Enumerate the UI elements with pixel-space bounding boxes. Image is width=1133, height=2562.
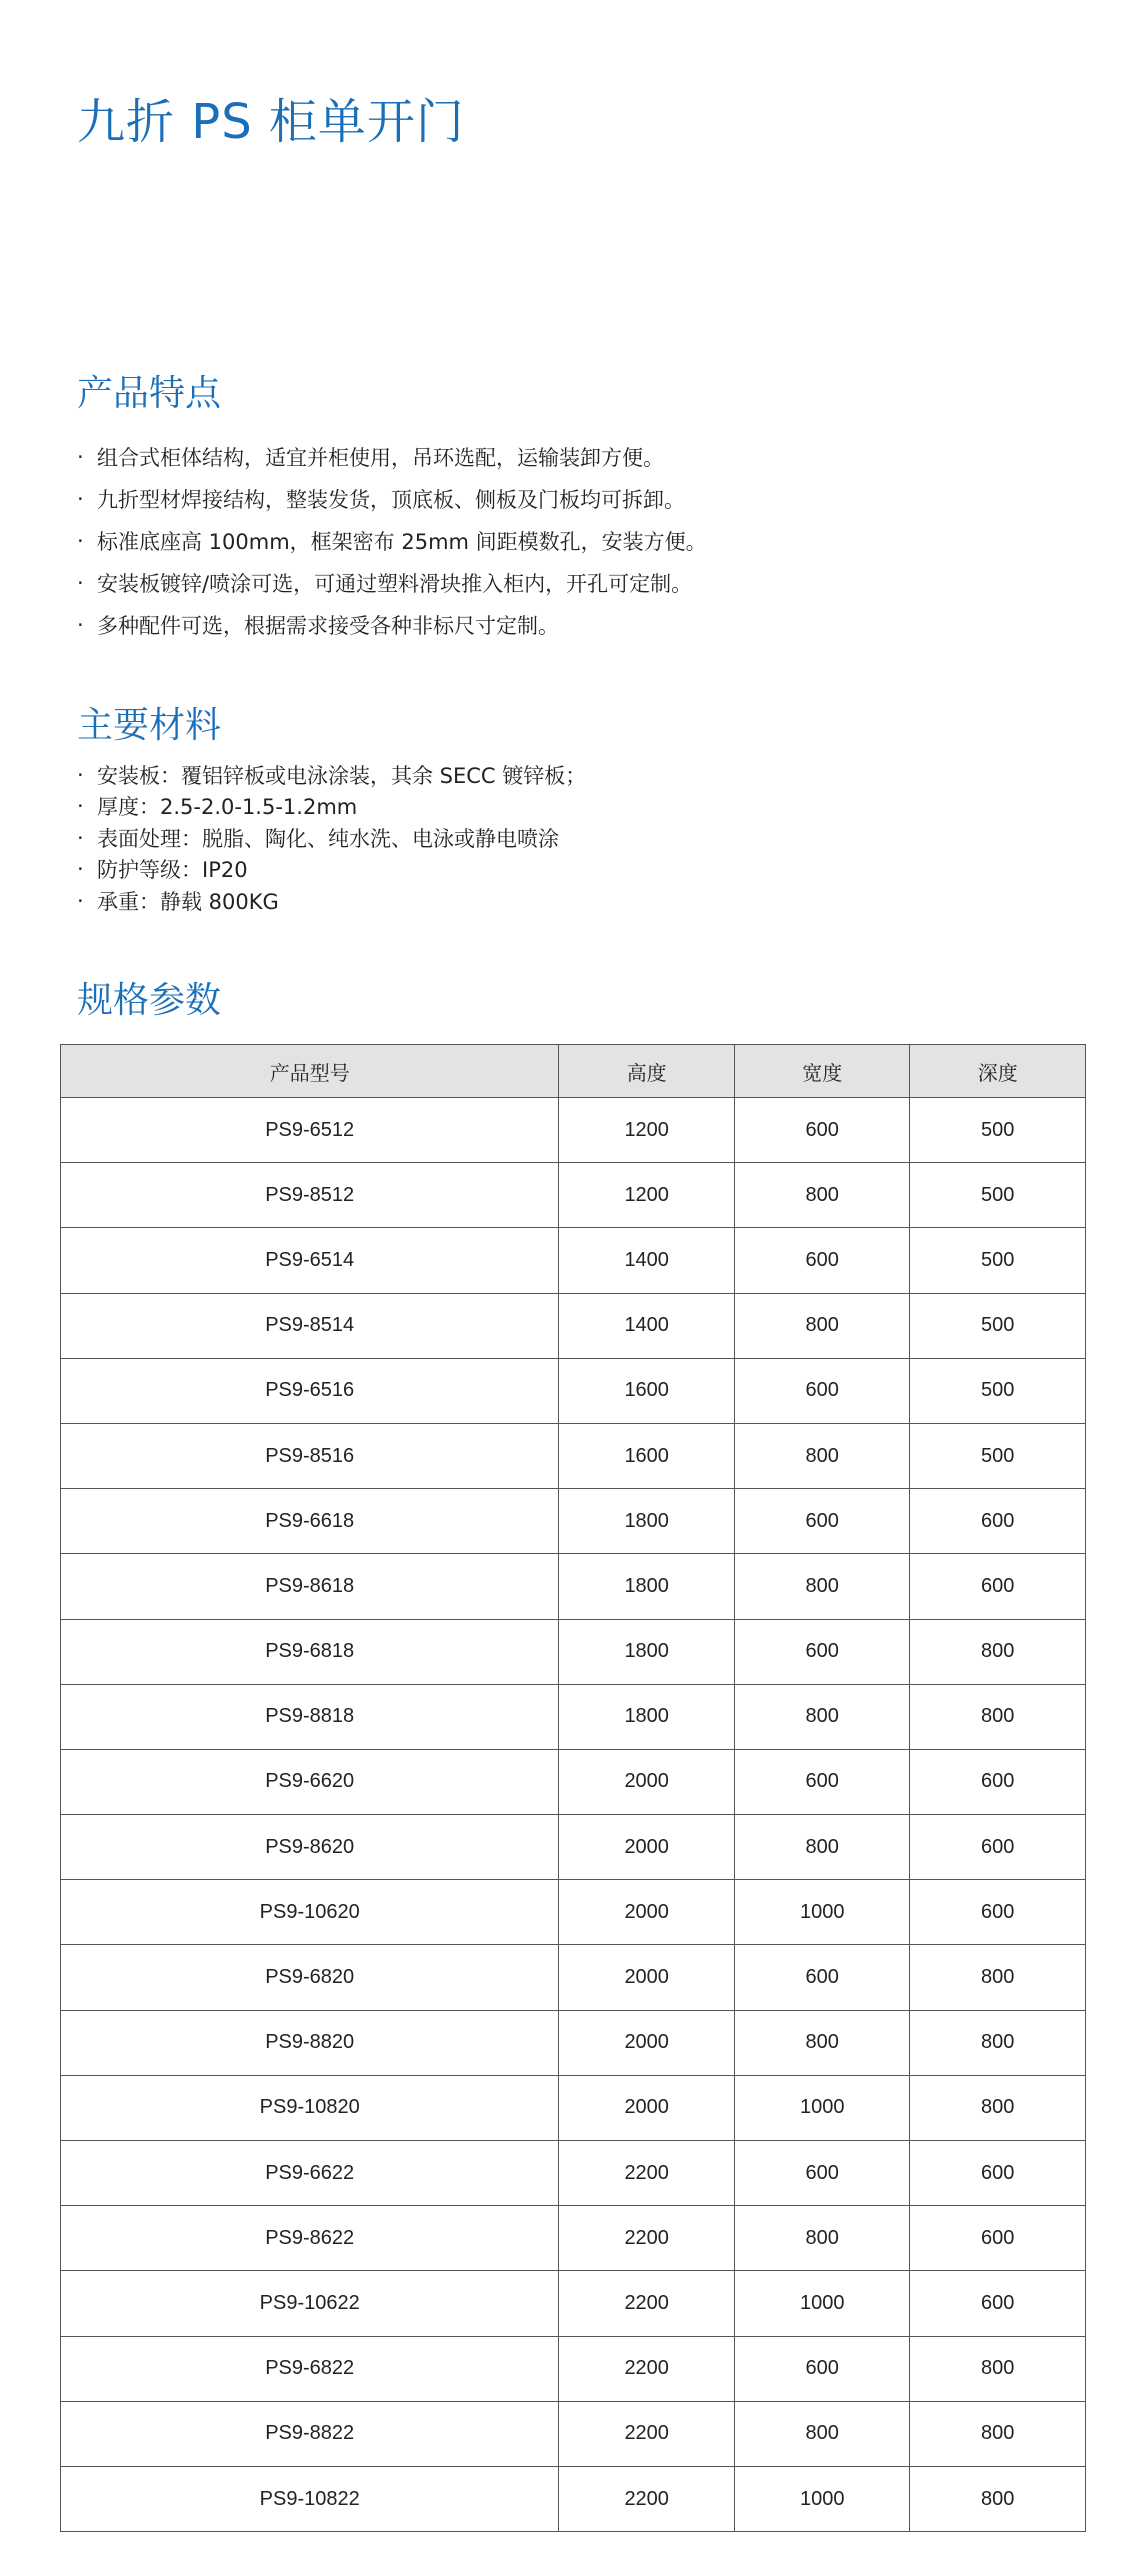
cell-width: 800 [734, 2206, 910, 2271]
table-row [61, 2206, 1086, 2271]
list-item-text: 安装板：覆铝锌板或电泳涂装，其余 SECC 镀锌板； [97, 763, 587, 788]
cell-depth: 800 [910, 1684, 1086, 1749]
cell-width: 600 [734, 2336, 910, 2401]
specs-table [60, 1044, 1086, 2532]
table-row [61, 1228, 1086, 1293]
materials-heading: 主要材料 [77, 705, 222, 746]
cell-model: PS9-6622 [61, 2141, 559, 2206]
bullet-dot: · [77, 857, 84, 882]
list-item [77, 791, 586, 823]
list-item-text: 承重：静载 800KG [97, 889, 279, 914]
cell-model: PS9-6820 [61, 1945, 559, 2010]
cell-width: 800 [734, 2401, 910, 2466]
table-row [61, 1619, 1086, 1684]
list-item-text: 组合式柜体结构，适宜并柜使用，吊环选配，运输装卸方便。 [97, 446, 664, 470]
cell-height: 2200 [559, 2206, 735, 2271]
table-row [61, 2271, 1086, 2336]
cell-depth: 500 [910, 1228, 1086, 1293]
list-item-text: 标准底座高 100mm，框架密布 25mm 间距模数孔，安装方便。 [97, 530, 707, 554]
cell-width: 1000 [734, 1880, 910, 1945]
bullet-dot: · [77, 613, 84, 637]
list-item [77, 822, 586, 854]
column-header-width: 宽度 [734, 1045, 910, 1098]
bullet-dot: · [77, 571, 84, 595]
cell-depth: 800 [910, 1619, 1086, 1684]
cell-model: PS9-8822 [61, 2401, 559, 2466]
cell-depth: 800 [910, 2075, 1086, 2140]
cell-height: 1200 [559, 1163, 735, 1228]
cell-height: 1800 [559, 1554, 735, 1619]
cell-width: 600 [734, 1749, 910, 1814]
cell-height: 1800 [559, 1684, 735, 1749]
cell-height: 2200 [559, 2401, 735, 2466]
cell-model: PS9-10822 [61, 2466, 559, 2531]
cell-model: PS9-6620 [61, 1749, 559, 1814]
table-row [61, 2075, 1086, 2140]
table-row [61, 2336, 1086, 2401]
cell-depth: 600 [910, 2141, 1086, 2206]
cell-depth: 600 [910, 2206, 1086, 2271]
table-row [61, 1684, 1086, 1749]
cell-width: 600 [734, 2141, 910, 2206]
cell-height: 2200 [559, 2336, 735, 2401]
table-row [61, 1749, 1086, 1814]
cell-depth: 500 [910, 1098, 1086, 1163]
specs-heading: 规格参数 [77, 980, 222, 1021]
list-item [77, 520, 707, 562]
list-item-text: 防护等级：IP20 [97, 858, 248, 883]
cell-width: 600 [734, 1489, 910, 1554]
list-item [77, 759, 586, 791]
bullet-dot: · [77, 888, 84, 913]
column-header-depth: 深度 [910, 1045, 1086, 1098]
list-item-text: 安装板镀锌/喷涂可选，可通过塑料滑块推入柜内，开孔可定制。 [97, 572, 693, 596]
table-header-row [61, 1045, 1086, 1098]
cell-height: 2000 [559, 2010, 735, 2075]
list-item [77, 604, 707, 646]
list-item-text: 表面处理：脱脂、陶化、纯水洗、电泳或静电喷涂 [97, 826, 559, 851]
cell-height: 2200 [559, 2141, 735, 2206]
cell-width: 800 [734, 1423, 910, 1488]
cell-height: 1400 [559, 1293, 735, 1358]
cell-width: 600 [734, 1358, 910, 1423]
table-row [61, 1163, 1086, 1228]
cell-width: 1000 [734, 2466, 910, 2531]
cell-width: 800 [734, 1293, 910, 1358]
cell-height: 1800 [559, 1619, 735, 1684]
table-row [61, 1423, 1086, 1488]
table-row [61, 1554, 1086, 1619]
bullet-dot: · [77, 825, 84, 850]
cell-model: PS9-6512 [61, 1098, 559, 1163]
cell-depth: 600 [910, 1489, 1086, 1554]
cell-height: 2000 [559, 1749, 735, 1814]
cell-model: PS9-10620 [61, 1880, 559, 1945]
cell-model: PS9-6618 [61, 1489, 559, 1554]
list-item [77, 885, 586, 917]
cell-depth: 500 [910, 1423, 1086, 1488]
cell-model: PS9-8514 [61, 1293, 559, 1358]
list-item-text: 厚度：2.5-2.0-1.5-1.2mm [97, 795, 358, 820]
cell-depth: 800 [910, 1945, 1086, 2010]
table-row [61, 1945, 1086, 2010]
table-row [61, 2010, 1086, 2075]
cell-model: PS9-6822 [61, 2336, 559, 2401]
cell-height: 2000 [559, 1880, 735, 1945]
table-row [61, 2466, 1086, 2531]
materials-list [77, 759, 586, 917]
bullet-dot: · [77, 487, 84, 511]
cell-model: PS9-6514 [61, 1228, 559, 1293]
cell-height: 2000 [559, 2075, 735, 2140]
cell-model: PS9-8622 [61, 2206, 559, 2271]
column-header-model: 产品型号 [61, 1045, 559, 1098]
cell-model: PS9-8516 [61, 1423, 559, 1488]
cell-depth: 800 [910, 2466, 1086, 2531]
cell-depth: 500 [910, 1358, 1086, 1423]
cell-height: 1200 [559, 1098, 735, 1163]
cell-width: 1000 [734, 2271, 910, 2336]
cell-width: 600 [734, 1228, 910, 1293]
bullet-dot: · [77, 529, 84, 553]
cell-depth: 600 [910, 1815, 1086, 1880]
cell-height: 2200 [559, 2271, 735, 2336]
cell-height: 2200 [559, 2466, 735, 2531]
list-item-text: 九折型材焊接结构，整装发货，顶底板、侧板及门板均可拆卸。 [97, 488, 685, 512]
table-row [61, 1293, 1086, 1358]
bullet-dot: · [77, 445, 84, 469]
features-list [77, 436, 707, 646]
cell-model: PS9-10622 [61, 2271, 559, 2336]
cell-depth: 600 [910, 2271, 1086, 2336]
bullet-dot: · [77, 762, 84, 787]
cell-depth: 800 [910, 2336, 1086, 2401]
cell-width: 600 [734, 1098, 910, 1163]
cell-height: 1600 [559, 1423, 735, 1488]
cell-model: PS9-8620 [61, 1815, 559, 1880]
cell-height: 1800 [559, 1489, 735, 1554]
cell-depth: 600 [910, 1554, 1086, 1619]
cell-width: 800 [734, 1554, 910, 1619]
cell-height: 1400 [559, 1228, 735, 1293]
list-item-text: 多种配件可选，根据需求接受各种非标尺寸定制。 [97, 614, 559, 638]
table-row [61, 1358, 1086, 1423]
cell-width: 800 [734, 2010, 910, 2075]
cell-model: PS9-6516 [61, 1358, 559, 1423]
list-item [77, 562, 707, 604]
features-heading: 产品特点 [77, 373, 222, 414]
table-row [61, 1880, 1086, 1945]
cell-model: PS9-8818 [61, 1684, 559, 1749]
table-row [61, 1815, 1086, 1880]
bullet-dot: · [77, 794, 84, 819]
list-item [77, 478, 707, 520]
list-item [77, 854, 586, 886]
cell-depth: 800 [910, 2401, 1086, 2466]
table-row [61, 1489, 1086, 1554]
cell-model: PS9-6818 [61, 1619, 559, 1684]
cell-depth: 500 [910, 1293, 1086, 1358]
cell-depth: 600 [910, 1880, 1086, 1945]
cell-model: PS9-8820 [61, 2010, 559, 2075]
cell-depth: 500 [910, 1163, 1086, 1228]
cell-model: PS9-8618 [61, 1554, 559, 1619]
list-item [77, 436, 707, 478]
cell-depth: 800 [910, 2010, 1086, 2075]
table-row [61, 2401, 1086, 2466]
cell-depth: 600 [910, 1749, 1086, 1814]
cell-model: PS9-10820 [61, 2075, 559, 2140]
cell-width: 800 [734, 1815, 910, 1880]
cell-width: 800 [734, 1163, 910, 1228]
cell-width: 800 [734, 1684, 910, 1749]
cell-height: 2000 [559, 1815, 735, 1880]
column-header-height: 高度 [559, 1045, 735, 1098]
table-row [61, 2141, 1086, 2206]
cell-height: 1600 [559, 1358, 735, 1423]
cell-width: 600 [734, 1945, 910, 2010]
table-body [61, 1098, 1086, 2532]
cell-model: PS9-8512 [61, 1163, 559, 1228]
cell-width: 600 [734, 1619, 910, 1684]
table-row [61, 1098, 1086, 1163]
cell-width: 1000 [734, 2075, 910, 2140]
page-title: 九折 PS 柜单开门 [77, 94, 465, 150]
cell-height: 2000 [559, 1945, 735, 2010]
